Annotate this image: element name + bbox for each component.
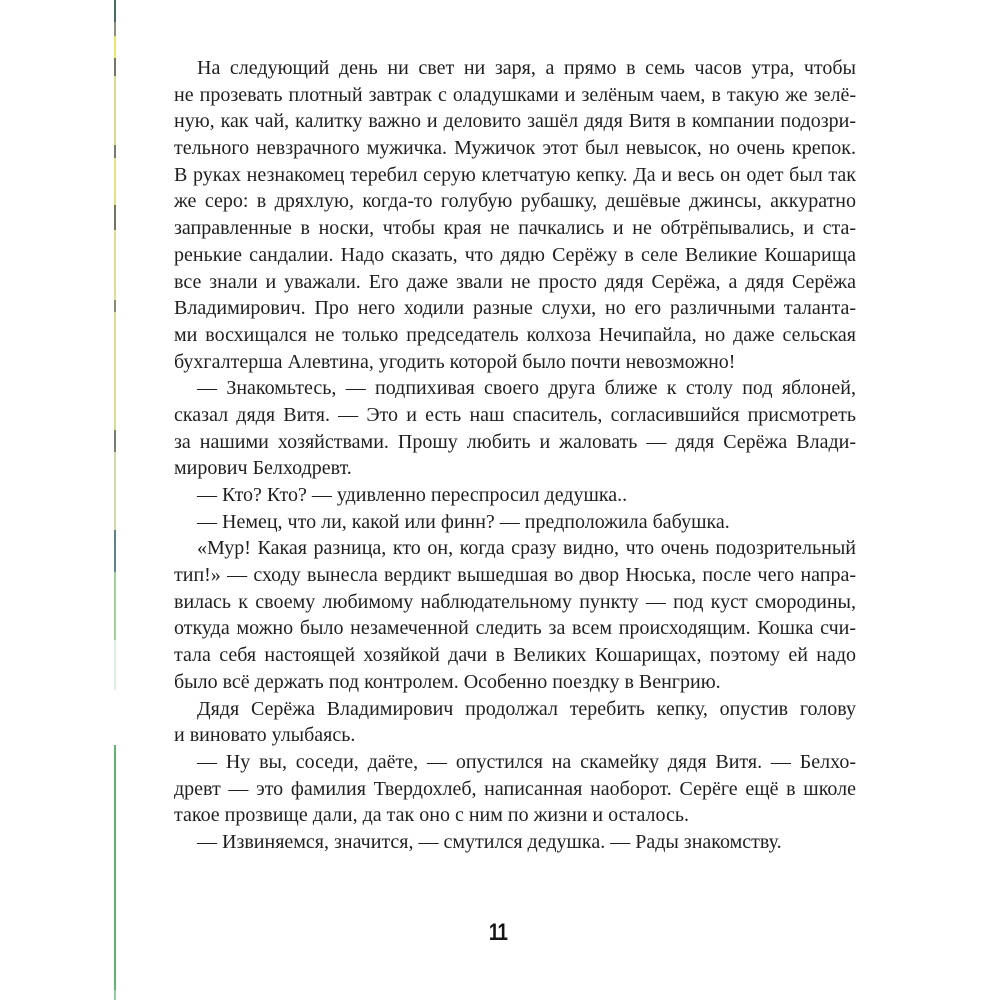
paragraph — [174, 749, 856, 829]
text-line: ную, как чай, калитку важно и деловито зашёл дядя Витя в компании подозри- — [174, 110, 856, 133]
text-line: — Немец, что ли, какой или финн? — предположила бабушка. — [197, 510, 730, 533]
text-line: за нашими хозяйствами. Прошу любить и жаловать — дядя Серёжа Влади- — [174, 430, 856, 453]
text-line: «Мур! Какая разница, кто он, когда сразу видно, что очень подозрительный — [197, 537, 856, 560]
text-line: было всё держать под контролем. Особенно поездку в Венгрию. — [174, 670, 721, 693]
text-line: На следующий день ни свет ни заря, а прямо в семь часов утра, чтобы — [197, 57, 856, 79]
text-line: сказал дядя Витя. — Это и есть наш спаситель, согласившийся присмотреть — [174, 403, 856, 426]
text-line: бухгалтерша Алевтина, угодить которой было почти невозможно! — [174, 350, 736, 373]
text-line: тала себя настоящей хозяйкой дачи в Великих Кошарищах, поэтому ей надо — [174, 644, 856, 667]
text-line: — Ну вы, соседи, даёте, — опустился на скамейку дядя Витя. — Белхо- — [197, 750, 856, 773]
paragraph — [174, 482, 856, 509]
text-line: заправленные в носки, чтобы края не пачкались и не обтрёпывались, и ста- — [174, 217, 856, 240]
text-line: Дядя Серёжа Владимирович продолжал теребить кепку, опустив голову — [197, 697, 856, 720]
text-line: мирович Белходревт. — [174, 457, 352, 480]
text-line: древт — это фамилия Твердохлеб, написанная наоборот. Серёге ещё в школе — [174, 777, 856, 800]
text-line: ми восхищался не только председатель колхоза Нечипайла, но даже сельская — [174, 323, 856, 346]
text-line: все знали и уважали. Его даже звали не просто дядя Серёжа, а дядя Серёжа — [174, 270, 856, 293]
paragraph — [174, 375, 856, 482]
paragraph — [174, 535, 856, 695]
text-line: и виновато улыбаясь. — [174, 724, 356, 747]
text-block — [174, 55, 856, 856]
text-line: Владимирович. Про него ходили разные слухи, но его различными таланта- — [174, 297, 856, 320]
page-number: 11 — [488, 919, 508, 946]
text-line: не прозевать плотный завтрак с оладушками и зелёным чаем, в такую же зелё- — [174, 83, 856, 106]
text-line: — Кто? Кто? — удивленно переспросил дедушка.. — [197, 484, 628, 506]
paragraph — [174, 696, 856, 749]
paragraph — [174, 55, 856, 375]
text-line: — Знакомьтесь, — подпихивая своего друга ближе к столу под яблоней, — [197, 377, 856, 400]
text-line: вилась к своему любимому наблюдательному пункту — под куст смородины, — [174, 590, 856, 613]
text-line: тельного невзрачного мужичка. Мужичок этот был невысок, но очень крепок. — [174, 137, 856, 160]
paragraph — [174, 509, 856, 536]
text-line: тип!» — сходу вынесла вердикт вышедшая во двор Нюська, после чего напра- — [174, 564, 856, 587]
text-line: — Извиняемся, значится, — смутился дедушка. — Рады знакомству. — [197, 830, 782, 853]
text-line: откуда можно было незамеченной следить за всем происходящим. Кошка счи- — [174, 617, 856, 640]
page-edge-strip — [114, 0, 116, 1000]
text-line: же серо: в дряхлую, когда-то голубую рубашку, дешёвые джинсы, аккуратно — [174, 190, 856, 213]
text-line: В руках незнакомец теребил серую клетчатую кепку. Да и весь он одет был так — [174, 163, 856, 186]
text-line: ренькие сандалии. Надо сказать, что дядю Серёжу в селе Великие Кошарища — [174, 243, 856, 266]
paragraph — [174, 829, 856, 856]
text-line: такое прозвище дали, да так оно с ним по жизни и осталось. — [174, 804, 690, 827]
